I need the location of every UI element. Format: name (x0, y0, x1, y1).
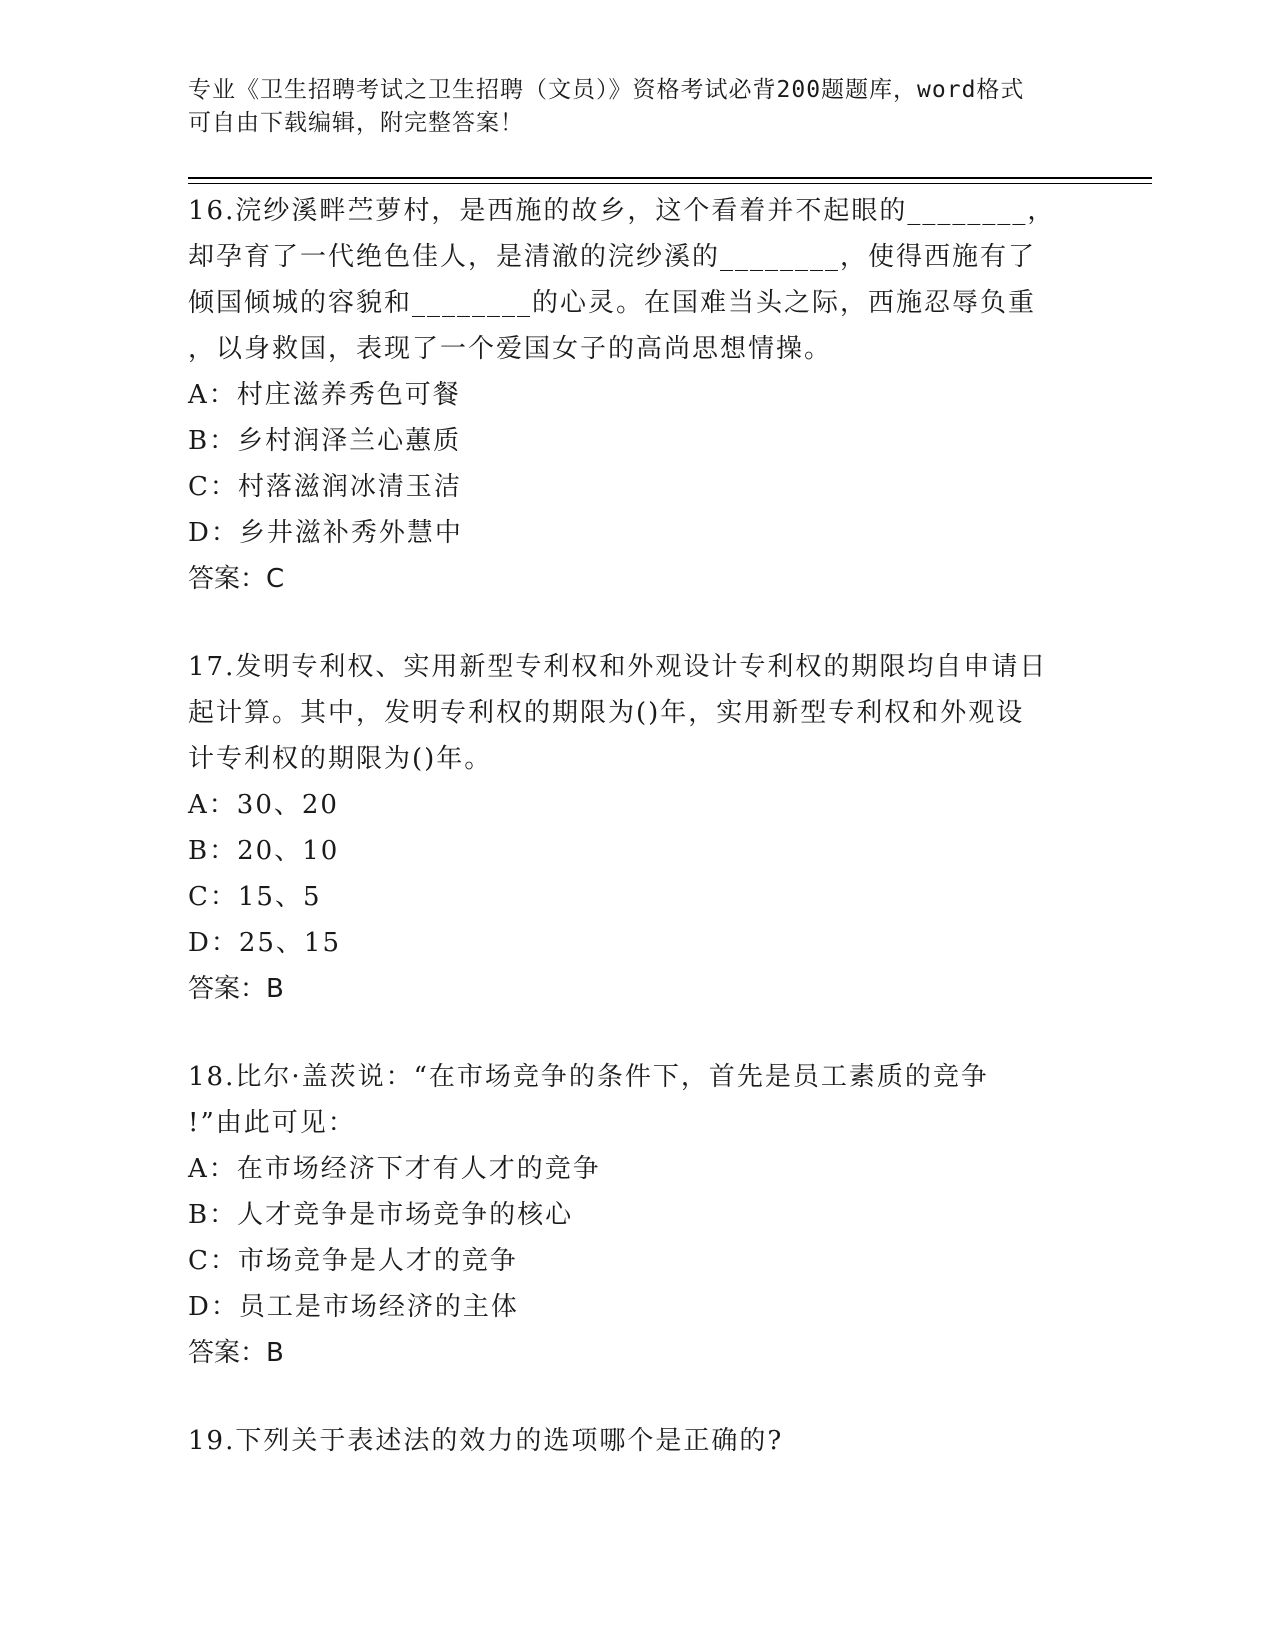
question-18 (188, 1054, 1088, 1376)
option-d: D：乡井滋补秀外慧中 (188, 518, 463, 548)
answer-label: 答案：B (188, 1338, 284, 1368)
option-a: A：在市场经济下才有人才的竞争 (188, 1154, 601, 1184)
question-stem-line: 18.比尔·盖茨说：“在市场竞争的条件下，首先是员工素质的竞争 (188, 1062, 989, 1092)
question-stem-line: 倾国倾城的容貌和________的心灵。在国难当头之际，西施忍辱负重 (188, 288, 1037, 318)
option-b: B：20、10 (188, 836, 340, 866)
question-list (188, 188, 1088, 1506)
question-stem-line: 19.下列关于表述法的效力的选项哪个是正确的? (188, 1426, 784, 1456)
header-divider-thick (188, 177, 1152, 179)
question-stem-line: 16.浣纱溪畔苎萝村，是西施的故乡，这个看着并不起眼的________， (188, 196, 1056, 226)
option-b: B：人才竞争是市场竞争的核心 (188, 1200, 574, 1230)
option-a: A：村庄滋养秀色可餐 (188, 380, 461, 410)
header-divider-thin (188, 183, 1152, 184)
question-17 (188, 644, 1088, 1012)
option-b: B：乡村润泽兰心蕙质 (188, 426, 462, 456)
option-a: A：30、20 (188, 790, 339, 820)
option-d: D：25、15 (188, 928, 342, 958)
option-d: D：员工是市场经济的主体 (188, 1292, 519, 1322)
question-19 (188, 1418, 1088, 1464)
question-stem-line: 计专利权的期限为()年。 (188, 744, 493, 774)
answer-label: 答案：C (188, 564, 285, 594)
option-c: C：市场竞争是人才的竞争 (188, 1246, 518, 1276)
question-stem-line: !”由此可见： (188, 1108, 356, 1138)
answer-label: 答案：B (188, 974, 284, 1004)
option-c: C：村落滋润冰清玉洁 (188, 472, 462, 502)
question-stem-line: 却孕育了一代绝色佳人，是清澈的浣纱溪的________，使得西施有了 (188, 242, 1037, 272)
header-line: 可自由下载编辑，附完整答案！ (188, 110, 524, 136)
option-c: C：15、5 (188, 882, 322, 912)
document-header (188, 74, 1088, 140)
question-stem-line: ，以身救国，表现了一个爱国女子的高尚思想情操。 (188, 334, 833, 364)
header-line: 专业《卫生招聘考试之卫生招聘（文员）》资格考试必背200题题库，word格式 (188, 77, 1025, 103)
question-16 (188, 188, 1088, 602)
question-stem-line: 起计算。其中，发明专利权的期限为()年，实用新型专利权和外观设 (188, 698, 1025, 728)
question-stem-line: 17.发明专利权、实用新型专利权和外观设计专利权的期限均自申请日 (188, 652, 1048, 682)
